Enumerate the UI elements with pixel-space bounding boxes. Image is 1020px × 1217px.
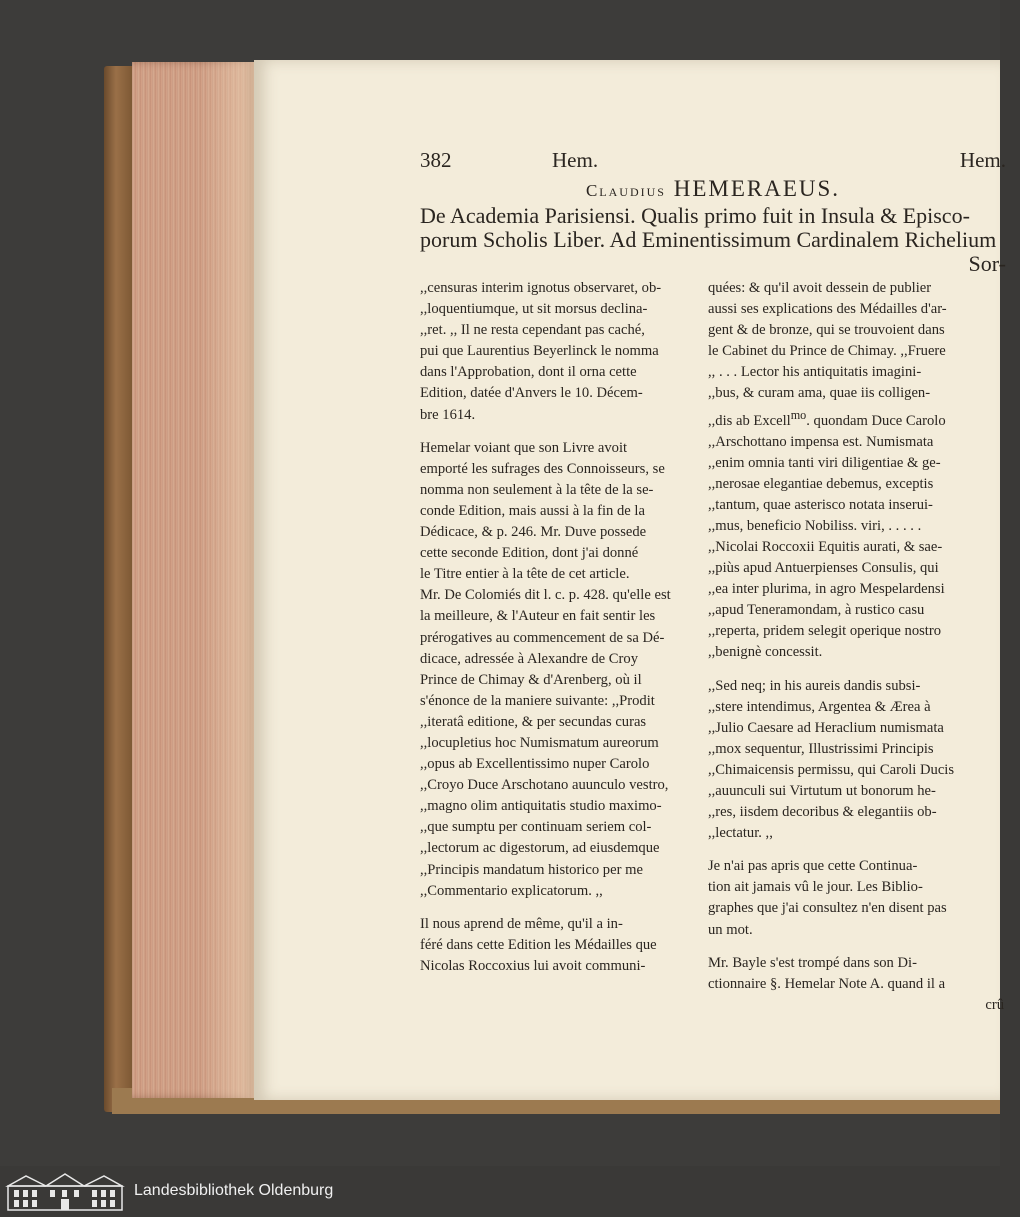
text-line: conde Edition, mais aussi à la fin de la	[420, 502, 645, 519]
library-name: Landesbibliothek Oldenburg	[134, 1182, 334, 1199]
text-line: ,,lectorum ac digestorum, ad eiusdemque	[420, 840, 660, 857]
text-line: s'énonce de la maniere suivante: ,,Prodit	[420, 692, 655, 709]
text-line: cette seconde Edition, dont j'ai donné	[420, 545, 639, 562]
text-line: quées: & qu'il avoit dessein de publier	[708, 280, 932, 296]
text-line: bre 1614.	[420, 406, 476, 423]
text-line: dicace, adressée à Alexandre de Croy	[420, 650, 638, 667]
paragraph	[708, 278, 1004, 664]
text-line: ,,auunculi sui Virtutum ut bonorum he-	[708, 783, 936, 800]
text-line: ,,Nicolai Roccoxii Equitis aurati, & sae-	[708, 538, 943, 555]
text-line: Nicolas Roccoxius lui avoit communi-	[420, 957, 646, 974]
text-line: ,,ea inter plurima, in agro Mespelardensi	[708, 581, 945, 598]
text-line: ,,mox sequentur, Illustrissimi Principis	[708, 740, 934, 757]
text-line: ctionnaire §. Hemelar Note A. quand il a	[708, 975, 946, 992]
title-line: De Academia Parisiensi. Qualis primo fuit in Insula & Episco-	[420, 203, 970, 228]
text-line: Je n'ai pas apris que cette Continua-	[708, 858, 918, 875]
text-line: ,,benignè concessit.	[708, 644, 823, 661]
text-line: aussi ses explications des Médailles d'ar-	[708, 301, 947, 318]
text-line: ,,Chimaicensis permissu, qui Caroli Ducis	[708, 761, 955, 778]
book-cover-spine	[104, 66, 134, 1112]
text-line: ,,piùs apud Antuerpienses Consulis, qui	[708, 560, 939, 577]
text-line: ,,magno olim antiquitatis studio maximo-	[420, 798, 662, 815]
text-line: ,,ret. ,, Il ne resta cependant pas caché,	[420, 322, 645, 339]
text-line: ,,Croyo Duce Arschotano auunculo vestro,	[420, 777, 669, 794]
text-line: ,,tantum, quae asterisco notata inserui-	[708, 496, 933, 513]
left-column	[420, 278, 692, 989]
text-line: nomma non seulement à la tête de la se-	[420, 481, 654, 498]
text-line: ,,Julio Caesare ad Heraclium numismata	[708, 719, 944, 736]
title-line: Sor-	[968, 251, 1006, 276]
text-line: Hemelar voiant que son Livre avoit	[420, 439, 628, 456]
text-line: le Titre entier à la tête de cet article.	[420, 566, 630, 583]
text-line: pui que Laurentius Beyerlinck le nomma	[420, 343, 659, 360]
paragraph	[708, 856, 1004, 940]
book-page	[254, 60, 1006, 1100]
footer-bar	[0, 1166, 1000, 1217]
title-line: porum Scholis Liber. Ad Eminentissimum Cardinalem Richelium	[420, 227, 997, 252]
text-line: ,,que sumptu per continuam seriem col-	[420, 819, 652, 836]
text-line: féré dans cette Edition les Médailles que	[420, 936, 657, 953]
text-line: dans l'Approbation, dont il orna cette	[420, 364, 637, 381]
article-title	[420, 204, 1006, 276]
article-author	[420, 176, 1006, 202]
text-line: ,,Arschottano impensa est. Numismata	[708, 433, 934, 450]
text-line: la meilleure, & l'Auteur en fait sentir les	[420, 608, 656, 625]
text-line: ,,mus, beneficio Nobiliss. viri, . . . . .	[708, 517, 922, 534]
text-line: ,,Commentario explicatorum. ,,	[420, 882, 603, 899]
author-forename: Claudius	[585, 181, 666, 200]
text-line: ,,opus ab Excellentissimo nuper Carolo	[420, 756, 650, 773]
text-line: ,,res, iisdem decoribus & elegantiis ob-	[708, 804, 937, 821]
text-line: tion ait jamais vû le jour. Les Biblio-	[708, 879, 923, 896]
paragraph	[420, 278, 692, 426]
author-surname: HEMERAEUS.	[673, 176, 841, 201]
right-column	[708, 278, 1004, 1016]
text-line: ,,Principis mandatum historico per me	[420, 861, 643, 878]
text-line: ,, . . . Lector his antiquitatis imagini-	[708, 364, 922, 381]
text-line: le Cabinet du Prince de Chimay. ,,Fruere	[708, 343, 946, 360]
text-line: ,,enim omnia tanti viri diligentiae & ge-	[708, 454, 941, 471]
text-line: Edition, datée d'Anvers le 10. Décem-	[420, 385, 643, 402]
text-line: Prince de Chimay & d'Arenberg, où il	[420, 671, 642, 688]
text-line: ,,reperta, pridem selegit operique nostro	[708, 623, 942, 640]
running-head-right: Hem.	[959, 148, 1006, 172]
page-number: 382	[420, 148, 452, 172]
paragraph	[708, 676, 1004, 845]
text-line: Il nous aprend de même, qu'il a in-	[420, 915, 623, 932]
text-line: Mr. Bayle s'est trompé dans son Di-	[708, 954, 917, 971]
text-line: gent & de bronze, qui se trouvoient dans	[708, 322, 945, 339]
text-line: ,,locupletius hoc Numismatum aureorum	[420, 734, 659, 751]
text-line: ,,censuras interim ignotus observaret, ob-	[420, 280, 662, 296]
running-head-left: Hem.	[552, 148, 599, 172]
text-line: ,,iteratâ editione, & per secundas curas	[420, 713, 647, 730]
text-line: ,,lectatur. ,,	[708, 825, 773, 842]
text-line: ,,stere intendimus, Argentea & Ærea à	[708, 698, 931, 715]
text-line: ,,apud Teneramondam, à rustico casu	[708, 602, 925, 619]
text-line: Dédicace, & p. 246. Mr. Duve possede	[420, 524, 647, 541]
text-line: ,,Sed neq; in his aureis dandis subsi-	[708, 677, 921, 694]
paragraph	[420, 438, 692, 902]
catchword: crû	[985, 996, 1004, 1013]
paragraph	[420, 914, 692, 977]
text-line: graphes que j'ai consultez n'en disent pas	[708, 900, 947, 917]
text-line: Mr. De Colomiés dit l. c. p. 428. qu'elle est	[420, 587, 671, 604]
text-line: ,,bus, & curam ama, quae iis colligen-	[708, 385, 931, 402]
text-line: ,,dis ab Excell$^{mo}$. quondam Duce Carolo	[708, 407, 946, 429]
text-line: ,,nerosae elegantiae debemus, exceptis	[708, 475, 934, 492]
text-line: un mot.	[708, 921, 753, 938]
library-building-icon	[6, 1172, 124, 1212]
paragraph	[708, 953, 1004, 995]
text-line: emporté les sufrages des Connoisseurs, se	[420, 460, 665, 477]
text-line: prérogatives au commencement de sa Dé-	[420, 629, 665, 646]
text-line: ,,loquentiumque, ut sit morsus declina-	[420, 301, 648, 318]
